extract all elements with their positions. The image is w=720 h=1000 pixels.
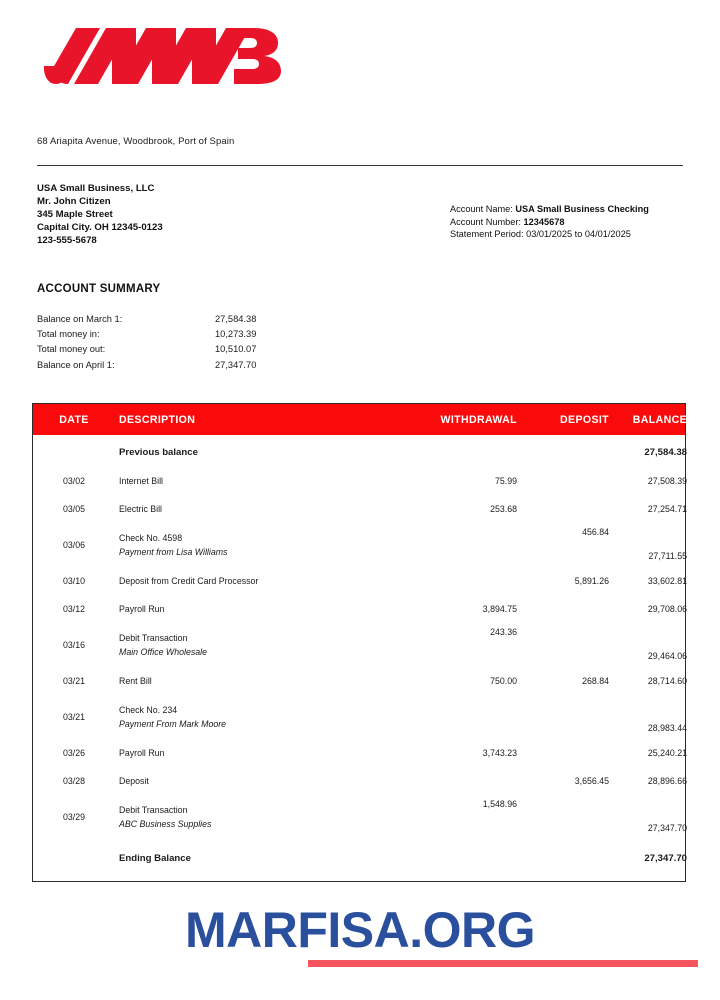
account-summary-title: ACCOUNT SUMMARY: [37, 283, 161, 295]
cell-balance: 27,584.38: [644, 446, 687, 458]
customer-line-1: USA Small Business, LLC: [37, 183, 155, 194]
summary-value: 10,273.39: [215, 329, 257, 340]
watermark-text: [0, 902, 720, 958]
cell-description: Previous balance: [119, 446, 198, 458]
column-header-date: DATE: [59, 413, 89, 426]
cell-description: Ending Balance: [119, 852, 191, 864]
description-main: Deposit: [119, 776, 149, 786]
summary-row: [37, 342, 256, 357]
jmmb-logo: [36, 26, 286, 104]
cell-balance: 27,711.55: [648, 551, 687, 561]
description-sub: ABC Business Supplies: [119, 818, 212, 829]
cell-deposit: 5,891.26: [574, 576, 609, 586]
description-main: Check No. 234: [119, 704, 178, 715]
description-main: Payroll Run: [119, 604, 165, 614]
cell-date: 03/06: [62, 540, 85, 550]
summary-row: [37, 358, 256, 373]
column-header-deposit: DEPOSIT: [560, 413, 609, 426]
description-sub: Payment From Mark Moore: [119, 718, 227, 729]
cell-withdrawal: 253.68: [490, 504, 517, 514]
summary-label: Balance on March 1:: [37, 314, 123, 324]
cell-date: 03/21: [62, 676, 85, 686]
table-row: [33, 467, 685, 495]
cell-balance: 27,508.39: [647, 476, 687, 486]
summary-label: Total money out:: [37, 344, 106, 355]
column-header-withdrawal: WITHDRAWAL: [440, 413, 517, 426]
cell-balance: 28,983.44: [647, 723, 687, 733]
cell-withdrawal: 3,743.23: [482, 748, 517, 758]
account-name-value: USA Small Business Checking: [515, 204, 649, 214]
account-number-value: 12345678: [523, 216, 565, 227]
account-summary-table: [37, 312, 256, 373]
summary-label: Total money in:: [37, 329, 100, 340]
transactions-table: [32, 403, 686, 882]
cell-withdrawal: 243.36: [490, 627, 517, 637]
statement-period-value: 03/01/2025 to 04/01/2025: [526, 229, 631, 240]
table-row: [33, 739, 685, 767]
account-name-row: [450, 203, 649, 216]
summary-row: [37, 312, 256, 327]
jmmb-logo-icon: [36, 26, 286, 104]
account-meta-block: [450, 203, 649, 241]
cell-withdrawal: 750.00: [490, 676, 517, 686]
description-main: Electric Bill: [119, 504, 163, 514]
watermark-text-part2: .ORG: [409, 902, 536, 958]
cell-date: 03/12: [62, 604, 85, 614]
customer-line-4: Capital City. OH 12345-0123: [37, 222, 163, 234]
cell-description: [115, 703, 407, 732]
description-sub: Main Office Wholesale: [119, 646, 208, 657]
cell-balance: 27,347.70: [647, 823, 687, 833]
cell-date: 03/05: [62, 504, 85, 514]
header-divider: [37, 165, 683, 166]
cell-description: [115, 574, 407, 588]
transactions-table-header: [33, 404, 685, 435]
summary-value: 27,584.38: [215, 314, 257, 324]
description-main: Debit Transaction: [119, 632, 188, 643]
statement-period-label: Statement Period:: [450, 229, 524, 240]
description-sub: Payment from Lisa Williams: [119, 546, 228, 557]
column-header-description: DESCRIPTION: [119, 413, 196, 426]
cell-balance: 29,464.06: [647, 651, 687, 661]
cell-description: [115, 474, 407, 488]
customer-line-2: Mr. John Citizen: [37, 196, 111, 208]
description-main: Check No. 4598: [119, 532, 183, 543]
cell-balance: 27,254.71: [647, 504, 687, 514]
cell-date: 03/02: [62, 476, 85, 486]
cell-balance: 27,347.70: [644, 852, 687, 864]
cell-date: 03/10: [62, 576, 85, 586]
cell-deposit: 456.84: [582, 527, 609, 537]
cell-balance: 25,240.21: [647, 748, 687, 758]
cell-description: [115, 803, 407, 832]
cell-description: [115, 602, 407, 616]
table-row: [33, 795, 685, 839]
cell-date: 03/29: [62, 812, 85, 822]
table-row: [33, 839, 685, 877]
description-main: Payroll Run: [119, 748, 165, 758]
cell-date: 03/28: [62, 776, 85, 786]
customer-line-5: 123-555-5678: [37, 235, 97, 247]
cell-date: 03/16: [62, 640, 85, 650]
cell-description: [115, 631, 407, 660]
bank-address: 68 Ariapita Avenue, Woodbrook, Port of Spain: [37, 136, 235, 147]
cell-withdrawal: 75.99: [494, 476, 517, 486]
description-main: Internet Bill: [119, 476, 164, 486]
summary-value: 27,347.70: [215, 359, 257, 370]
cell-date: 03/21: [62, 712, 85, 722]
table-row: [33, 523, 685, 567]
watermark-text-part1: MARFISA: [184, 902, 410, 958]
table-row: [33, 437, 685, 467]
cell-deposit: 3,656.45: [574, 776, 609, 786]
account-name-label: Account Name:: [450, 204, 513, 214]
cell-description: [115, 502, 407, 516]
watermark: [0, 902, 720, 958]
cell-description: [115, 674, 407, 688]
table-row: [33, 595, 685, 623]
table-row: [33, 495, 685, 523]
cell-balance: 28,896.66: [647, 776, 687, 786]
transactions-table-body: [33, 435, 685, 881]
account-number-row: [450, 216, 649, 229]
cell-description: [115, 746, 407, 760]
description-main: Deposit from Credit Card Processor: [119, 576, 259, 586]
cell-description: [115, 531, 407, 560]
cell-description: [115, 774, 407, 788]
cell-date: 03/26: [62, 748, 85, 758]
description-main: Rent Bill: [119, 676, 152, 686]
summary-row: [37, 327, 256, 342]
description-main: Debit Transaction: [119, 804, 188, 815]
cell-balance: 29,708.06: [647, 604, 687, 614]
watermark-underline-bar: [308, 960, 698, 967]
statement-period-row: [450, 228, 649, 241]
table-row: [33, 695, 685, 739]
table-row: [33, 623, 685, 667]
cell-withdrawal: 3,894.75: [482, 604, 517, 614]
cell-withdrawal: 1,548.96: [482, 799, 517, 809]
column-header-balance: BALANCE: [632, 413, 687, 426]
customer-address-block: [37, 182, 163, 247]
table-row: [33, 767, 685, 795]
table-row: [33, 567, 685, 595]
cell-balance: 28,714.60: [647, 676, 687, 686]
summary-label: Balance on April 1:: [37, 359, 115, 370]
account-number-label: Account Number:: [450, 216, 521, 227]
summary-value: 10,510.07: [215, 344, 257, 355]
table-row: [33, 667, 685, 695]
customer-line-3: 345 Maple Street: [37, 209, 113, 221]
cell-balance: 33,602.81: [647, 576, 687, 586]
cell-deposit: 268.84: [582, 676, 609, 686]
